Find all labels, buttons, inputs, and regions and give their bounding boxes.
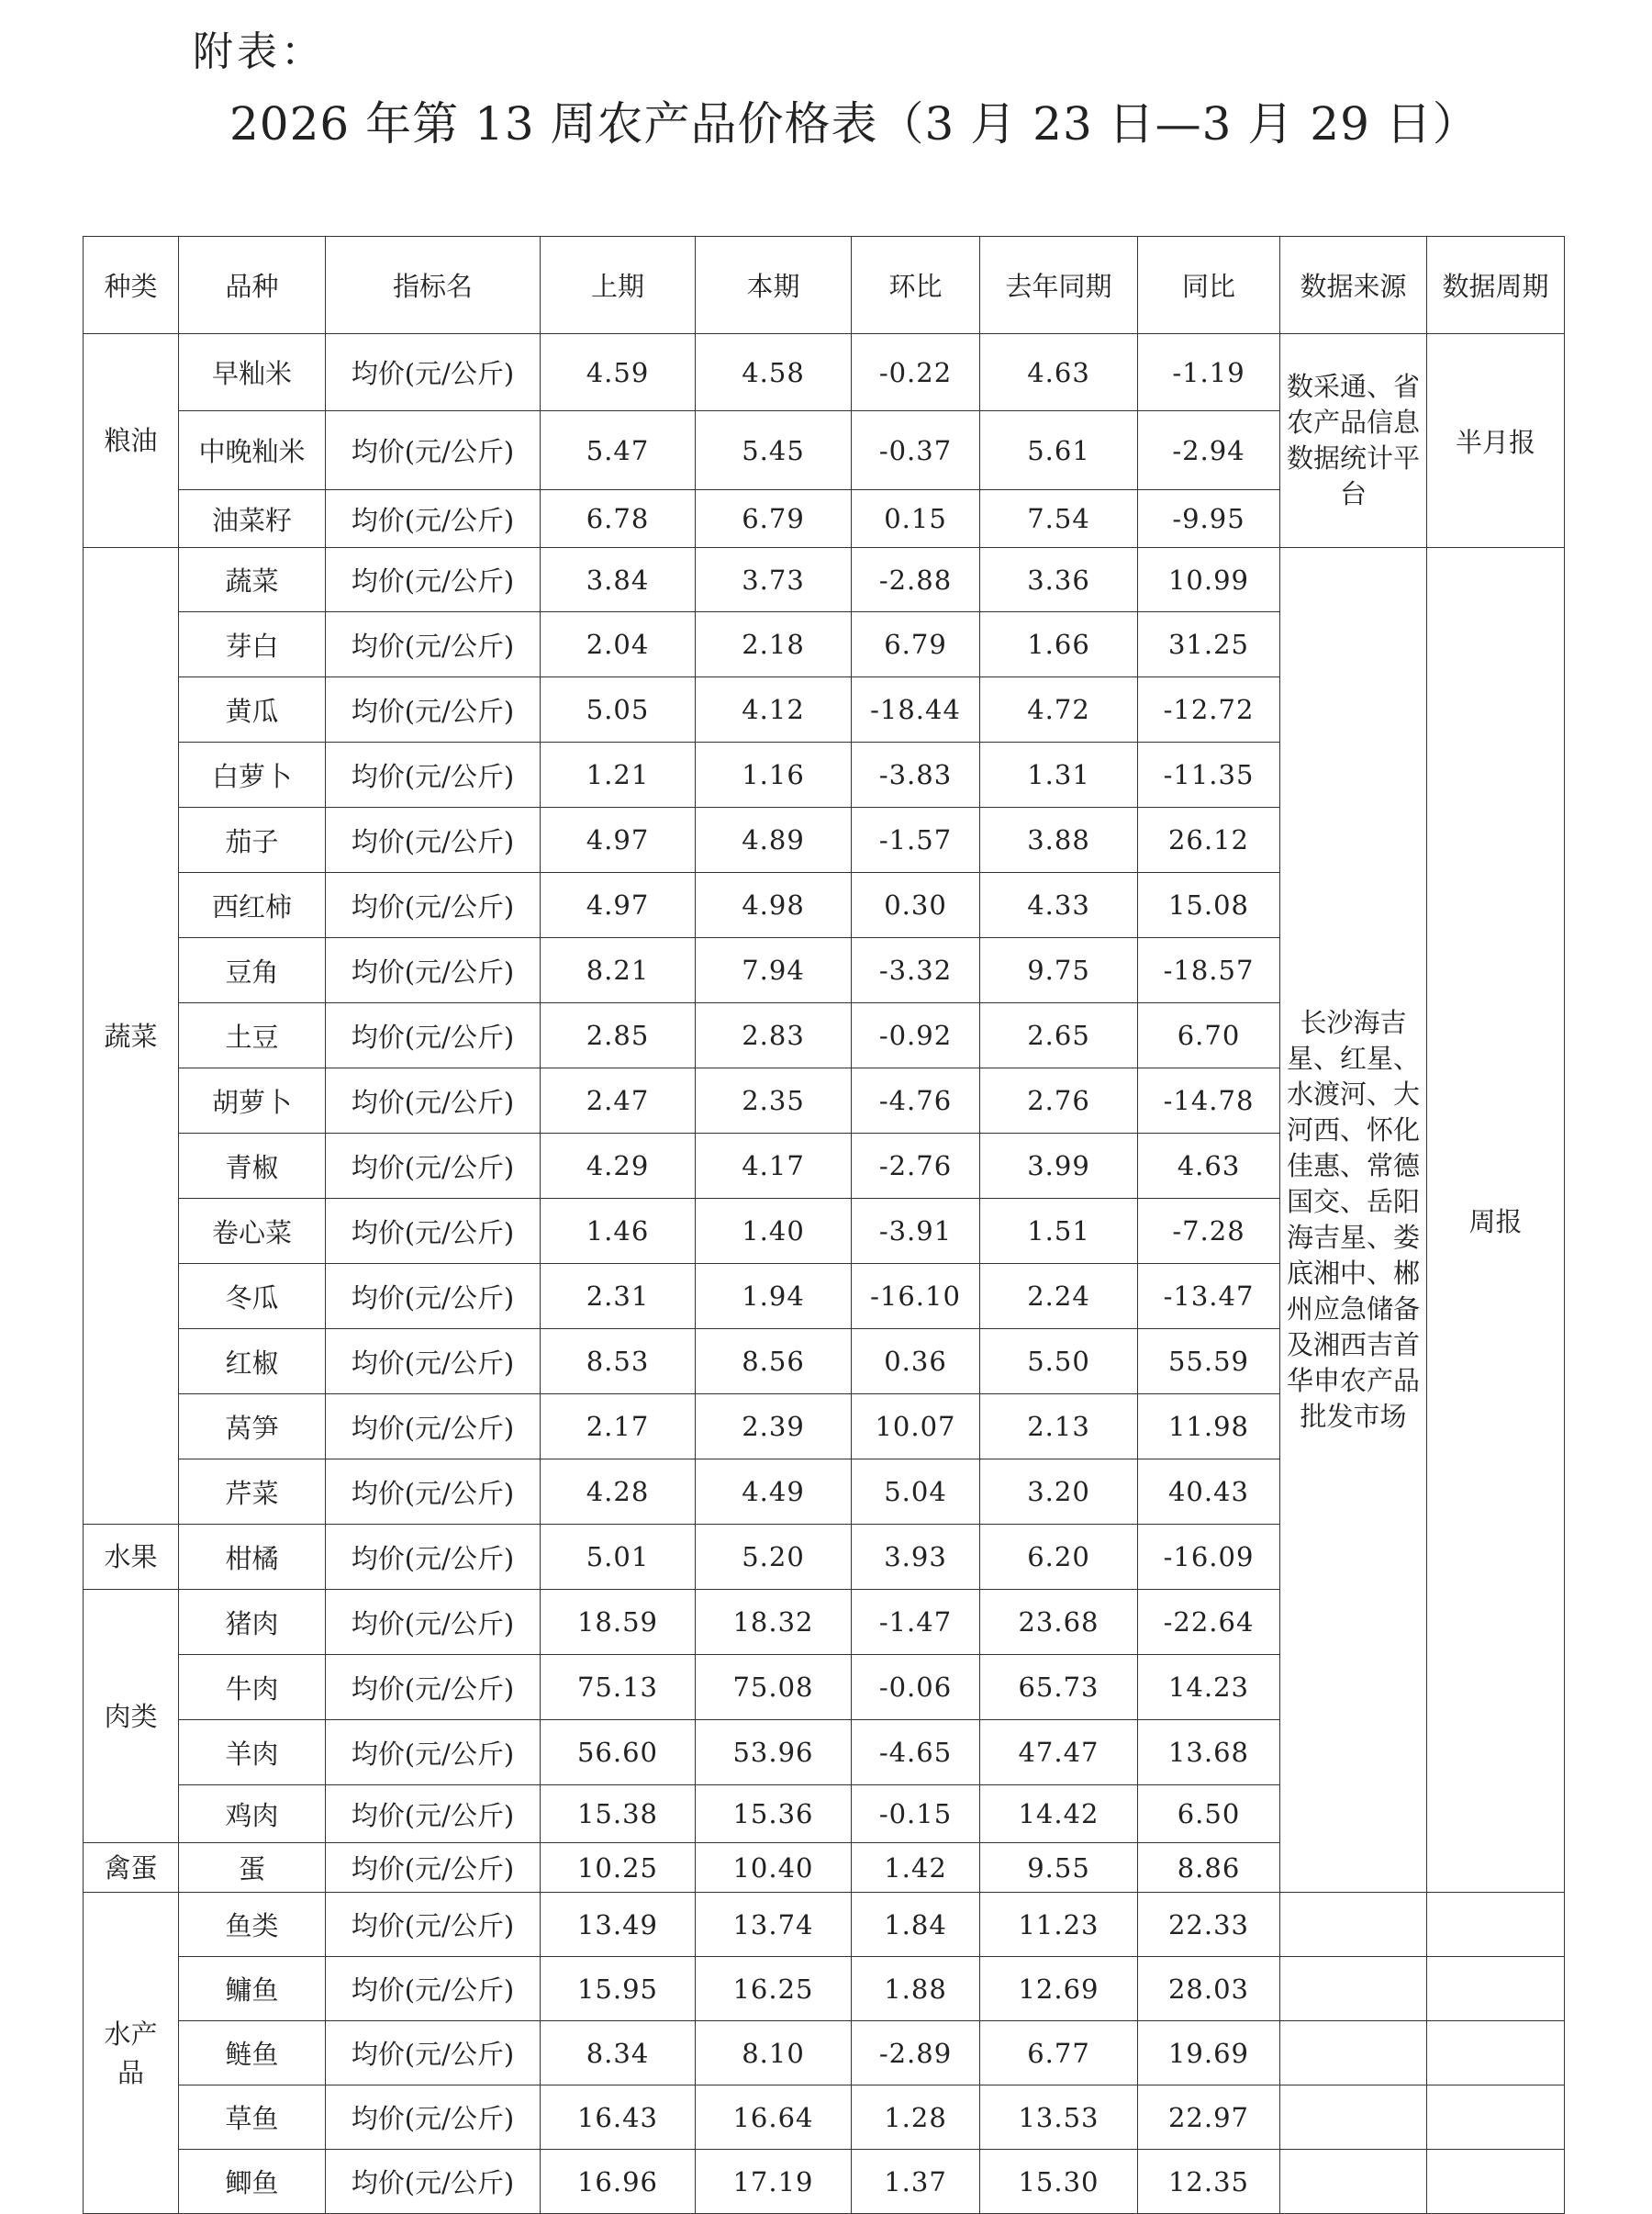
yoy-cell: 28.03 [1138, 1957, 1280, 2021]
variety-cell: 莴笋 [179, 1394, 326, 1459]
indicator-cell: 均价(元/公斤) [326, 1459, 541, 1525]
yoy-cell: 19.69 [1138, 2021, 1280, 2085]
current-cell: 2.83 [696, 1003, 852, 1068]
current-cell: 16.25 [696, 1957, 852, 2021]
current-cell: 13.74 [696, 1893, 852, 1957]
last-year-cell: 2.13 [980, 1394, 1138, 1459]
page-title: 2026 年第 13 周农产品价格表（3 月 23 日—3 月 29 日） [229, 97, 1479, 151]
yoy-cell: -18.57 [1138, 938, 1280, 1003]
previous-cell: 10.25 [541, 1843, 696, 1893]
indicator-cell: 均价(元/公斤) [326, 1893, 541, 1957]
indicator-cell: 均价(元/公斤) [326, 1134, 541, 1199]
yoy-cell: -12.72 [1138, 677, 1280, 743]
table-row [84, 2021, 1565, 2085]
yoy-cell: 15.08 [1138, 873, 1280, 938]
last-year-cell: 4.72 [980, 677, 1138, 743]
indicator-cell: 均价(元/公斤) [326, 1655, 541, 1720]
previous-cell: 6.78 [541, 490, 696, 548]
mom-cell: 1.28 [852, 2085, 980, 2150]
annex-label: 附表： [193, 28, 325, 75]
last-year-cell: 3.20 [980, 1459, 1138, 1525]
mom-cell: -3.83 [852, 743, 980, 808]
last-year-cell: 5.50 [980, 1329, 1138, 1394]
current-cell: 2.18 [696, 612, 852, 677]
current-cell: 8.10 [696, 2021, 852, 2085]
period-cell [1427, 1893, 1565, 1957]
current-cell: 53.96 [696, 1720, 852, 1785]
variety-cell: 青椒 [179, 1134, 326, 1199]
current-cell: 8.56 [696, 1329, 852, 1394]
mom-cell: -2.89 [852, 2021, 980, 2085]
variety-cell: 西红柿 [179, 873, 326, 938]
previous-cell: 2.85 [541, 1003, 696, 1068]
current-cell: 1.94 [696, 1264, 852, 1329]
mom-cell: -3.32 [852, 938, 980, 1003]
indicator-cell: 均价(元/公斤) [326, 612, 541, 677]
yoy-cell: 6.70 [1138, 1003, 1280, 1068]
current-cell: 4.49 [696, 1459, 852, 1525]
mom-cell: -1.57 [852, 808, 980, 873]
yoy-cell: -2.94 [1138, 411, 1280, 490]
variety-cell: 黄瓜 [179, 677, 326, 743]
previous-cell: 75.13 [541, 1655, 696, 1720]
yoy-cell: -1.19 [1138, 334, 1280, 411]
source-cell [1280, 2021, 1427, 2085]
mom-cell: -3.91 [852, 1199, 980, 1264]
last-year-cell: 3.88 [980, 808, 1138, 873]
header-current: 本期 [696, 237, 852, 334]
indicator-cell: 均价(元/公斤) [326, 334, 541, 411]
previous-cell: 8.34 [541, 2021, 696, 2085]
indicator-cell: 均价(元/公斤) [326, 1264, 541, 1329]
last-year-cell: 3.36 [980, 548, 1138, 612]
indicator-cell: 均价(元/公斤) [326, 1329, 541, 1394]
variety-cell: 油菜籽 [179, 490, 326, 548]
mom-cell: -4.65 [852, 1720, 980, 1785]
variety-cell: 土豆 [179, 1003, 326, 1068]
table-row [84, 2085, 1565, 2150]
header-last-year: 去年同期 [980, 237, 1138, 334]
indicator-cell: 均价(元/公斤) [326, 2085, 541, 2150]
category-cell: 肉类 [84, 1590, 179, 1843]
variety-cell: 豆角 [179, 938, 326, 1003]
category-cell: 禽蛋 [84, 1843, 179, 1893]
yoy-cell: -14.78 [1138, 1068, 1280, 1134]
current-cell: 18.32 [696, 1590, 852, 1655]
header-mom: 环比 [852, 237, 980, 334]
previous-cell: 2.47 [541, 1068, 696, 1134]
current-cell: 7.94 [696, 938, 852, 1003]
indicator-cell: 均价(元/公斤) [326, 1590, 541, 1655]
indicator-cell: 均价(元/公斤) [326, 1003, 541, 1068]
table-row [84, 1893, 1565, 1957]
mom-cell: 0.36 [852, 1329, 980, 1394]
period-cell: 周报 [1427, 548, 1565, 1893]
source-cell [1280, 1957, 1427, 2021]
last-year-cell: 1.66 [980, 612, 1138, 677]
table-row [84, 548, 1565, 612]
variety-cell: 中晚籼米 [179, 411, 326, 490]
mom-cell: 6.79 [852, 612, 980, 677]
current-cell: 75.08 [696, 1655, 852, 1720]
variety-cell: 鸡肉 [179, 1785, 326, 1843]
indicator-cell: 均价(元/公斤) [326, 677, 541, 743]
indicator-cell: 均价(元/公斤) [326, 1785, 541, 1843]
current-cell: 4.58 [696, 334, 852, 411]
last-year-cell: 7.54 [980, 490, 1138, 548]
yoy-cell: 22.97 [1138, 2085, 1280, 2150]
yoy-cell: 14.23 [1138, 1655, 1280, 1720]
header-previous: 上期 [541, 237, 696, 334]
indicator-cell: 均价(元/公斤) [326, 548, 541, 612]
header-source: 数据来源 [1280, 237, 1427, 334]
current-cell: 4.17 [696, 1134, 852, 1199]
indicator-cell: 均价(元/公斤) [326, 1068, 541, 1134]
variety-cell: 茄子 [179, 808, 326, 873]
mom-cell: -2.76 [852, 1134, 980, 1199]
current-cell: 10.40 [696, 1843, 852, 1893]
last-year-cell: 5.61 [980, 411, 1138, 490]
variety-cell: 冬瓜 [179, 1264, 326, 1329]
variety-cell: 芽白 [179, 612, 326, 677]
mom-cell: -0.92 [852, 1003, 980, 1068]
last-year-cell: 14.42 [980, 1785, 1138, 1843]
variety-cell: 早籼米 [179, 334, 326, 411]
previous-cell: 1.21 [541, 743, 696, 808]
previous-cell: 5.01 [541, 1525, 696, 1590]
source-cell [1280, 2085, 1427, 2150]
mom-cell: -1.47 [852, 1590, 980, 1655]
mom-cell: -0.06 [852, 1655, 980, 1720]
last-year-cell: 23.68 [980, 1590, 1138, 1655]
current-cell: 16.64 [696, 2085, 852, 2150]
mom-cell: -4.76 [852, 1068, 980, 1134]
current-cell: 5.45 [696, 411, 852, 490]
yoy-cell: 13.68 [1138, 1720, 1280, 1785]
indicator-cell: 均价(元/公斤) [326, 411, 541, 490]
indicator-cell: 均价(元/公斤) [326, 743, 541, 808]
last-year-cell: 65.73 [980, 1655, 1138, 1720]
variety-cell: 鳙鱼 [179, 1957, 326, 2021]
source-cell: 长沙海吉星、红星、水渡河、大河西、怀化佳惠、常德国交、岳阳海吉星、娄底湘中、郴州应急储备及湘西吉首华申农产品批发市场 [1280, 548, 1427, 1893]
last-year-cell: 12.69 [980, 1957, 1138, 2021]
last-year-cell: 15.30 [980, 2150, 1138, 2214]
mom-cell: 0.30 [852, 873, 980, 938]
header-category: 种类 [84, 237, 179, 334]
variety-cell: 胡萝卜 [179, 1068, 326, 1134]
last-year-cell: 1.31 [980, 743, 1138, 808]
header-indicator: 指标名 [326, 237, 541, 334]
indicator-cell: 均价(元/公斤) [326, 1843, 541, 1893]
variety-cell: 红椒 [179, 1329, 326, 1394]
previous-cell: 16.96 [541, 2150, 696, 2214]
previous-cell: 2.17 [541, 1394, 696, 1459]
previous-cell: 3.84 [541, 548, 696, 612]
variety-cell: 卷心菜 [179, 1199, 326, 1264]
indicator-cell: 均价(元/公斤) [326, 490, 541, 548]
table-row [84, 334, 1565, 411]
previous-cell: 4.97 [541, 808, 696, 873]
yoy-cell: 40.43 [1138, 1459, 1280, 1525]
indicator-cell: 均价(元/公斤) [326, 808, 541, 873]
variety-cell: 草鱼 [179, 2085, 326, 2150]
current-cell: 5.20 [696, 1525, 852, 1590]
indicator-cell: 均价(元/公斤) [326, 1957, 541, 2021]
yoy-cell: 8.86 [1138, 1843, 1280, 1893]
mom-cell: 1.37 [852, 2150, 980, 2214]
yoy-cell: -9.95 [1138, 490, 1280, 548]
last-year-cell: 47.47 [980, 1720, 1138, 1785]
previous-cell: 4.28 [541, 1459, 696, 1525]
last-year-cell: 9.55 [980, 1843, 1138, 1893]
mom-cell: -16.10 [852, 1264, 980, 1329]
last-year-cell: 2.24 [980, 1264, 1138, 1329]
yoy-cell: -22.64 [1138, 1590, 1280, 1655]
variety-cell: 牛肉 [179, 1655, 326, 1720]
header-variety: 品种 [179, 237, 326, 334]
indicator-cell: 均价(元/公斤) [326, 1394, 541, 1459]
current-cell: 2.39 [696, 1394, 852, 1459]
indicator-cell: 均价(元/公斤) [326, 873, 541, 938]
table-body [84, 334, 1565, 2214]
current-cell: 2.35 [696, 1068, 852, 1134]
variety-cell: 芹菜 [179, 1459, 326, 1525]
last-year-cell: 13.53 [980, 2085, 1138, 2150]
last-year-cell: 1.51 [980, 1199, 1138, 1264]
variety-cell: 猪肉 [179, 1590, 326, 1655]
mom-cell: 1.42 [852, 1843, 980, 1893]
last-year-cell: 3.99 [980, 1134, 1138, 1199]
mom-cell: -18.44 [852, 677, 980, 743]
indicator-cell: 均价(元/公斤) [326, 2021, 541, 2085]
period-cell [1427, 2085, 1565, 2150]
source-cell: 数采通、省农产品信息数据统计平台 [1280, 334, 1427, 548]
price-table [83, 236, 1565, 2214]
yoy-cell: -16.09 [1138, 1525, 1280, 1590]
last-year-cell: 6.77 [980, 2021, 1138, 2085]
period-cell [1427, 2021, 1565, 2085]
current-cell: 4.12 [696, 677, 852, 743]
previous-cell: 8.53 [541, 1329, 696, 1394]
previous-cell: 5.47 [541, 411, 696, 490]
previous-cell: 1.46 [541, 1199, 696, 1264]
current-cell: 3.73 [696, 548, 852, 612]
yoy-cell: 11.98 [1138, 1394, 1280, 1459]
previous-cell: 4.97 [541, 873, 696, 938]
last-year-cell: 4.63 [980, 334, 1138, 411]
last-year-cell: 2.76 [980, 1068, 1138, 1134]
indicator-cell: 均价(元/公斤) [326, 1199, 541, 1264]
variety-cell: 柑橘 [179, 1525, 326, 1590]
previous-cell: 13.49 [541, 1893, 696, 1957]
previous-cell: 2.31 [541, 1264, 696, 1329]
yoy-cell: 12.35 [1138, 2150, 1280, 2214]
previous-cell: 4.59 [541, 334, 696, 411]
current-cell: 1.40 [696, 1199, 852, 1264]
mom-cell: -0.22 [852, 334, 980, 411]
current-cell: 4.89 [696, 808, 852, 873]
current-cell: 17.19 [696, 2150, 852, 2214]
yoy-cell: 26.12 [1138, 808, 1280, 873]
mom-cell: 1.84 [852, 1893, 980, 1957]
last-year-cell: 6.20 [980, 1525, 1138, 1590]
yoy-cell: 31.25 [1138, 612, 1280, 677]
previous-cell: 15.95 [541, 1957, 696, 2021]
period-cell [1427, 2150, 1565, 2214]
period-cell: 半月报 [1427, 334, 1565, 548]
previous-cell: 2.04 [541, 612, 696, 677]
mom-cell: 3.93 [852, 1525, 980, 1590]
table-header-row [84, 237, 1565, 334]
mom-cell: 10.07 [852, 1394, 980, 1459]
variety-cell: 鲢鱼 [179, 2021, 326, 2085]
table-row [84, 1957, 1565, 2021]
mom-cell: -0.37 [852, 411, 980, 490]
last-year-cell: 11.23 [980, 1893, 1138, 1957]
variety-cell: 蔬菜 [179, 548, 326, 612]
yoy-cell: 10.99 [1138, 548, 1280, 612]
current-cell: 4.98 [696, 873, 852, 938]
previous-cell: 4.29 [541, 1134, 696, 1199]
category-cell: 粮油 [84, 334, 179, 548]
variety-cell: 蛋 [179, 1843, 326, 1893]
source-cell [1280, 2150, 1427, 2214]
header-yoy: 同比 [1138, 237, 1280, 334]
header-period: 数据周期 [1427, 237, 1565, 334]
yoy-cell: 22.33 [1138, 1893, 1280, 1957]
mom-cell: 1.88 [852, 1957, 980, 2021]
indicator-cell: 均价(元/公斤) [326, 1525, 541, 1590]
yoy-cell: -7.28 [1138, 1199, 1280, 1264]
mom-cell: 5.04 [852, 1459, 980, 1525]
last-year-cell: 9.75 [980, 938, 1138, 1003]
variety-cell: 鲫鱼 [179, 2150, 326, 2214]
mom-cell: -0.15 [852, 1785, 980, 1843]
previous-cell: 18.59 [541, 1590, 696, 1655]
variety-cell: 鱼类 [179, 1893, 326, 1957]
last-year-cell: 2.65 [980, 1003, 1138, 1068]
previous-cell: 8.21 [541, 938, 696, 1003]
previous-cell: 15.38 [541, 1785, 696, 1843]
previous-cell: 16.43 [541, 2085, 696, 2150]
previous-cell: 56.60 [541, 1720, 696, 1785]
table-row [84, 2150, 1565, 2214]
yoy-cell: 4.63 [1138, 1134, 1280, 1199]
previous-cell: 5.05 [541, 677, 696, 743]
indicator-cell: 均价(元/公斤) [326, 1720, 541, 1785]
current-cell: 1.16 [696, 743, 852, 808]
yoy-cell: -13.47 [1138, 1264, 1280, 1329]
variety-cell: 羊肉 [179, 1720, 326, 1785]
yoy-cell: 55.59 [1138, 1329, 1280, 1394]
category-cell: 水果 [84, 1525, 179, 1590]
source-cell [1280, 1893, 1427, 1957]
category-cell: 水产品 [84, 1893, 179, 2214]
yoy-cell: -11.35 [1138, 743, 1280, 808]
yoy-cell: 6.50 [1138, 1785, 1280, 1843]
last-year-cell: 4.33 [980, 873, 1138, 938]
mom-cell: 0.15 [852, 490, 980, 548]
category-cell: 蔬菜 [84, 548, 179, 1525]
indicator-cell: 均价(元/公斤) [326, 938, 541, 1003]
mom-cell: -2.88 [852, 548, 980, 612]
current-cell: 15.36 [696, 1785, 852, 1843]
period-cell [1427, 1957, 1565, 2021]
current-cell: 6.79 [696, 490, 852, 548]
variety-cell: 白萝卜 [179, 743, 326, 808]
indicator-cell: 均价(元/公斤) [326, 2150, 541, 2214]
